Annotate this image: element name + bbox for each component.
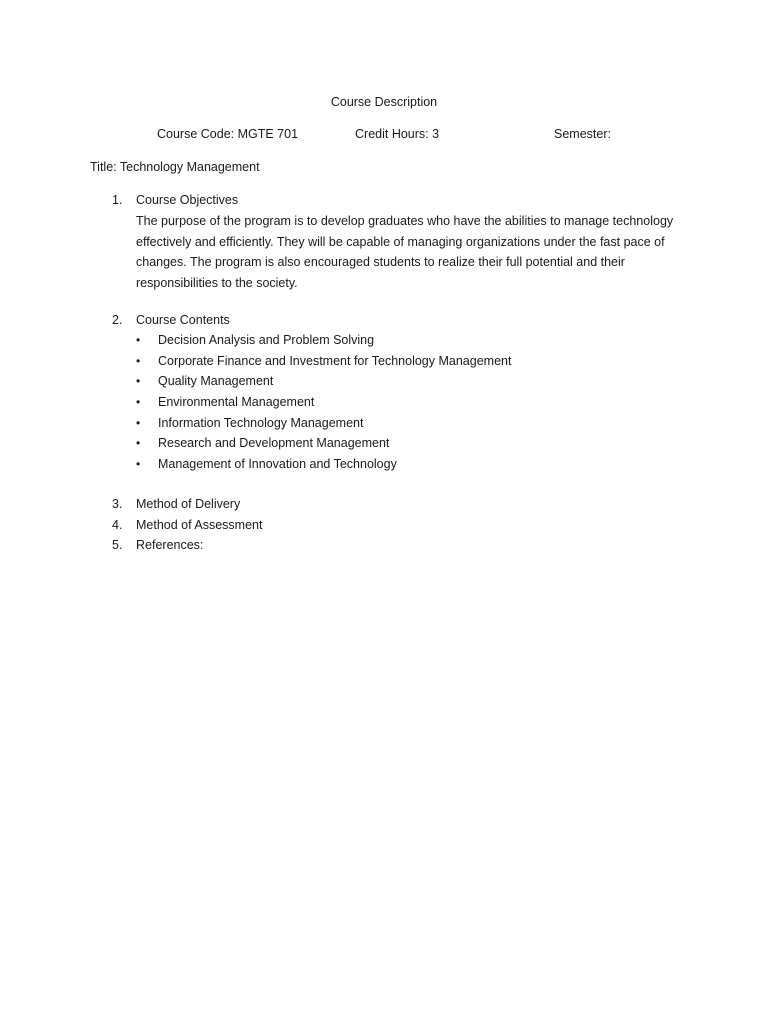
section-label: Course Contents: [136, 313, 230, 327]
section-number: 5.: [112, 538, 123, 552]
bullet-icon: •: [136, 415, 141, 430]
section-number: 4.: [112, 518, 123, 532]
list-item: [136, 456, 511, 477]
course-contents-list: [136, 332, 511, 477]
list-item: [136, 415, 511, 436]
bullet-icon: •: [136, 395, 141, 410]
list-item-text: Management of Innovation and Technology: [158, 457, 397, 472]
section-label: Method of Assessment: [136, 518, 263, 532]
list-item: [136, 394, 511, 415]
course-title: Title: Technology Management: [90, 160, 260, 174]
bullet-icon: •: [136, 374, 141, 389]
section-number: 1.: [112, 193, 123, 207]
bullet-icon: •: [136, 436, 141, 451]
document-heading: Course Description: [330, 95, 438, 109]
list-item: [136, 353, 511, 374]
list-item-text: Environmental Management: [158, 395, 315, 410]
list-item: [136, 373, 511, 394]
list-item-text: Corporate Finance and Investment for Technology Management: [158, 353, 512, 368]
bullet-icon: •: [136, 333, 141, 347]
list-item-text: Information Technology Management: [158, 415, 364, 430]
list-item-text: Decision Analysis and Problem Solving: [158, 333, 375, 347]
objectives-paragraph: The purpose of the program is to develop graduates who have the abilities to manage technology effectively and efficiently. They will be capable of managing organizations under the fast pace of changes. The program is also encouraged students to realize their full potential and their responsibilities to the society.: [136, 214, 674, 290]
list-item: [136, 332, 511, 353]
list-item-text: Research and Development Management: [158, 436, 390, 451]
section-number: 3.: [112, 497, 123, 511]
section-label: References:: [136, 538, 204, 552]
bullet-icon: •: [136, 353, 141, 368]
bullet-icon: •: [136, 457, 141, 472]
credit-hours: Credit Hours: 3: [355, 127, 440, 141]
list-item-text: Quality Management: [158, 374, 274, 389]
semester-label: Semester:: [554, 127, 611, 141]
list-item: [136, 435, 511, 456]
course-code: Course Code: MGTE 701: [157, 127, 299, 141]
section-label: Method of Delivery: [136, 497, 241, 511]
section-number: 2.: [112, 313, 123, 327]
section-label: Course Objectives: [136, 193, 239, 207]
